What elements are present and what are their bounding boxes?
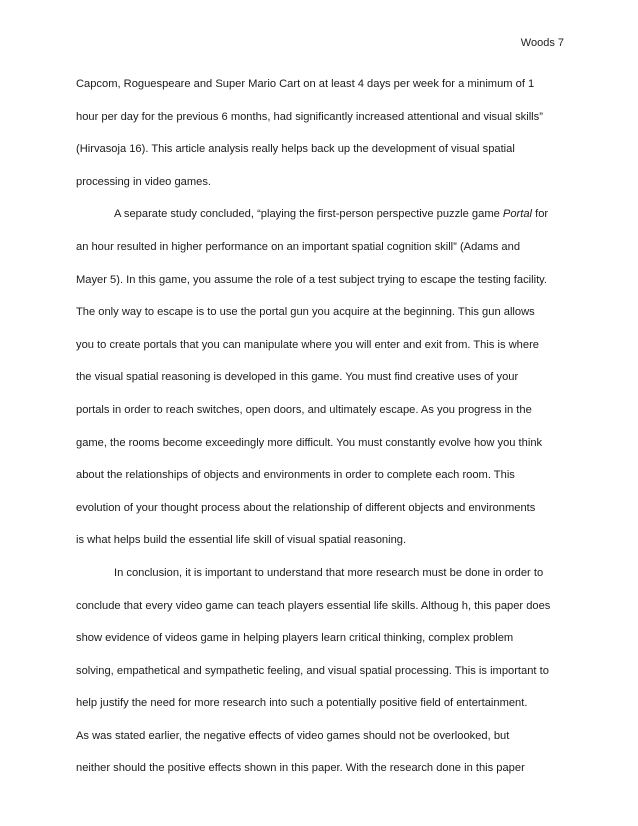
game-title-italic: Portal xyxy=(502,208,533,221)
text-line-after-italic: for xyxy=(532,208,549,221)
text-line: hour per day for the previous 6 months, had significantly increased attentional and visual skills” xyxy=(76,110,543,123)
text-line: Mayer 5). In this game, you assume the role of a test subject trying to escape the testing facility. xyxy=(76,273,548,286)
text-line: show evidence of videos game in helping players learn critical thinking, complex problem xyxy=(76,632,514,645)
text-line: an hour resulted in higher performance on an important spatial cognition skill” (Adams and xyxy=(76,240,521,253)
text-line: solving, empathetical and sympathetic feeling, and visual spatial processing. This is important to xyxy=(76,664,549,677)
text-line: portals in order to reach switches, open doors, and ultimately escape. As you progress in the xyxy=(76,403,532,416)
text-line: conclude that every video game can teach players essential life skills. Althoug h, this paper does xyxy=(76,599,551,612)
text-line: In conclusion, it is important to understand that more research must be done in order to xyxy=(114,566,544,579)
text-line: help justify the need for more research into such a potentially positive field of entertainment. xyxy=(76,697,528,710)
text-line-before-italic: A separate study concluded, “playing the first-person perspective puzzle game xyxy=(114,208,503,221)
text-line: about the relationships of objects and environments in order to complete each room. This xyxy=(76,469,515,482)
text-line: Capcom, Roguespeare and Super Mario Cart on at least 4 days per week for a minimum of 1 xyxy=(76,78,535,90)
text-line: is what helps build the essential life skill of visual spatial reasoning. xyxy=(76,534,407,547)
text-line: game, the rooms become exceedingly more difficult. You must constantly evolve how you think xyxy=(76,436,543,449)
text-line: evolution of your thought process about the relationship of different objects and environments xyxy=(76,501,536,514)
text-line: processing in video games. xyxy=(76,175,211,188)
text-line xyxy=(76,198,570,231)
text-line: the visual spatial reasoning is developed in this game. You must find creative uses of your xyxy=(76,371,519,384)
text-line: you to create portals that you can manipulate where you will enter and exit from. This is where xyxy=(76,338,539,351)
text-line: The only way to escape is to use the portal gun you acquire at the beginning. This gun allows xyxy=(76,306,535,319)
running-head: Woods 7 xyxy=(520,37,564,49)
text-line: neither should the positive effects shown in this paper. With the research done in this paper xyxy=(76,762,525,775)
body-text xyxy=(76,68,570,785)
text-line: As was stated earlier, the negative effects of video games should not be overlooked, but xyxy=(76,729,510,742)
text-line: (Hirvasoja 16). This article analysis really helps back up the development of visual spatial xyxy=(76,143,515,156)
